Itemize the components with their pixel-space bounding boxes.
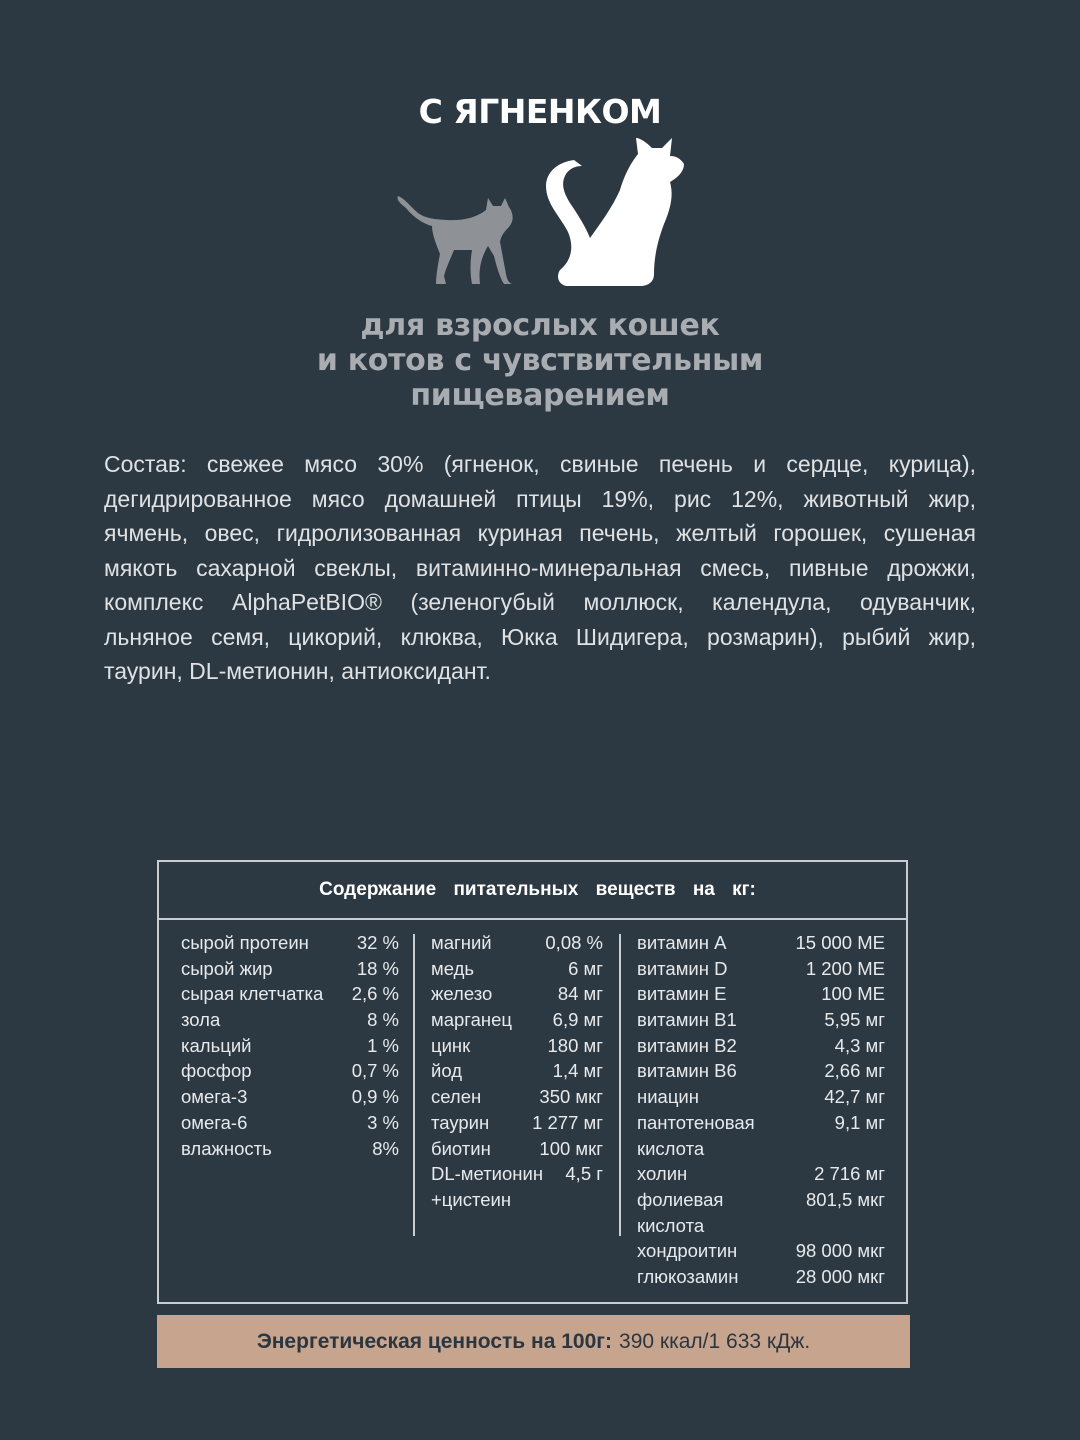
nutrient-name: влажность — [181, 1137, 272, 1159]
nutrient-name: омега-6 — [181, 1111, 248, 1133]
nutrient-name: DL-метионин — [431, 1163, 544, 1185]
nutrient-name: сырой жир — [181, 957, 273, 979]
composition-line: мякоть сахарной свеклы, витаминно-минеральная смесь, пивные дрожжи, — [104, 554, 976, 581]
nutrient-value: 15 000 МЕ — [795, 932, 885, 953]
nutrient-row — [637, 1033, 885, 1059]
nutrient-row — [637, 1007, 885, 1033]
nutrient-value: 8 % — [367, 1009, 399, 1031]
nutrient-value: 801,5 мкг — [806, 1188, 885, 1210]
nutrient-row — [181, 1058, 399, 1084]
nutrient-row — [431, 930, 603, 956]
nutrient-name: таурин — [431, 1111, 490, 1133]
nutrient-value: 18 % — [356, 957, 399, 979]
nutrient-name: +цистеин — [431, 1188, 512, 1210]
column-divider — [413, 934, 415, 1236]
nutrient-row — [637, 1110, 885, 1136]
nutrient-row — [431, 1187, 603, 1213]
product-title: С ЯГНЕНКОМ — [418, 92, 662, 131]
nutrient-value: 350 мкг — [539, 1086, 603, 1108]
nutrient-row — [181, 1084, 399, 1110]
nutrient-value: 32 % — [356, 932, 399, 953]
nutrient-row — [181, 1033, 399, 1059]
nutrient-name: глюкозамин — [637, 1265, 739, 1287]
nutrient-value: 180 мг — [547, 1034, 603, 1056]
nutrient-value: 100 мкг — [539, 1137, 603, 1159]
nutrient-row — [637, 1264, 885, 1290]
nutrient-row — [181, 981, 399, 1007]
nutrient-name: омега-3 — [181, 1086, 248, 1108]
nutrient-name: медь — [431, 957, 475, 979]
nutrient-name: йод — [431, 1060, 463, 1082]
nutrient-row — [181, 1136, 399, 1162]
nutrient-row — [637, 1058, 885, 1084]
nutrient-row — [431, 1161, 603, 1187]
nutrient-row — [431, 1007, 603, 1033]
nutrient-name: витамин E — [637, 983, 727, 1005]
nutrient-name: марганец — [431, 1009, 513, 1031]
nutrient-name: фосфор — [181, 1060, 252, 1082]
nutrients-column-minerals — [431, 930, 603, 1213]
nutrient-row — [637, 930, 885, 956]
nutrient-name: селен — [431, 1086, 482, 1108]
nutrient-name: витамин A — [637, 932, 727, 953]
nutrient-row — [431, 1110, 603, 1136]
nutrient-row — [181, 930, 399, 956]
nutrient-name: хондроитин — [637, 1240, 738, 1262]
subtitle-line: и котов с чувствительным — [316, 343, 764, 378]
nutrient-value: 2,66 мг — [824, 1060, 885, 1082]
nutrient-row — [431, 1033, 603, 1059]
nutrient-name: кальций — [181, 1034, 252, 1056]
nutrient-row — [637, 1213, 885, 1239]
nutrient-value: 1 % — [367, 1034, 399, 1056]
composition-line: таурин, DL-метионин, антиоксидант. — [104, 658, 491, 684]
nutrient-row — [431, 1084, 603, 1110]
nutrient-name: холин — [637, 1163, 688, 1185]
nutrient-value: 0,7 % — [351, 1060, 399, 1082]
composition-line: ячмень, овес, гидролизованная куриная печень, желтый горошек, сушеная — [104, 520, 976, 546]
nutrient-value: 84 мг — [557, 983, 603, 1005]
nutrient-value: 4,3 мг — [834, 1034, 885, 1056]
nutrient-row — [181, 1110, 399, 1136]
nutrients-column-vitamins — [637, 930, 885, 1290]
nutrient-name: витамин D — [637, 957, 728, 979]
nutrient-name: витамин B2 — [637, 1034, 737, 1056]
nutrient-name: железо — [431, 983, 493, 1005]
nutrient-row — [637, 1161, 885, 1187]
nutrient-row — [181, 956, 399, 982]
composition-line: комплекс AlphaPetBIO® (зеленогубый моллюск, календула, одуванчик, — [104, 589, 976, 615]
nutrient-name: кислота — [637, 1137, 705, 1159]
nutrient-value: 4,5 г — [565, 1163, 603, 1185]
nutrient-name: фолиевая — [637, 1188, 724, 1210]
nutrient-value: 28 000 мкг — [795, 1265, 885, 1287]
nutrients-columns — [159, 920, 906, 1304]
nutrient-value: 5,95 мг — [824, 1009, 885, 1031]
nutrients-table — [157, 860, 908, 1304]
composition-line: Состав: свежее мясо 30% (ягненок, свиные печень и сердце, курица), — [104, 451, 976, 477]
nutrient-row — [181, 1007, 399, 1033]
nutrient-value: 98 000 мкг — [795, 1240, 885, 1262]
nutrient-value: 1,4 мг — [552, 1060, 603, 1082]
nutrient-row — [637, 1136, 885, 1162]
nutrient-row — [431, 956, 603, 982]
composition-line: льняное семя, цикорий, клюква, Юкка Шидигера, розмарин), рыбий жир, — [104, 623, 976, 650]
nutrient-value: 9,1 мг — [834, 1111, 885, 1133]
kitten-icon — [398, 196, 513, 284]
nutrient-row — [431, 1136, 603, 1162]
nutrient-value: 8% — [372, 1137, 399, 1159]
nutrient-row — [637, 981, 885, 1007]
energy-value: 390 ккал/1 633 кДж. — [619, 1329, 811, 1353]
column-divider — [619, 934, 621, 1236]
nutrient-name: цинк — [431, 1034, 471, 1056]
nutrient-name: кислота — [637, 1214, 705, 1236]
nutrient-row — [431, 1058, 603, 1084]
nutrient-row — [637, 1238, 885, 1264]
nutrient-name: магний — [431, 932, 492, 953]
nutrient-name: сырой протеин — [181, 932, 309, 953]
nutrient-name: витамин B1 — [637, 1009, 737, 1031]
composition-line: дегидрированное мясо домашней птицы 19%, рис 12%, животный жир, — [104, 485, 976, 512]
nutrient-value: 0,9 % — [351, 1086, 399, 1108]
cats-illustration — [0, 128, 1080, 298]
nutrient-value: 100 МЕ — [821, 983, 885, 1005]
nutrient-name: зола — [181, 1009, 221, 1031]
nutrient-row — [431, 981, 603, 1007]
subtitle-line: для взрослых кошек — [360, 308, 720, 343]
nutrient-name: биотин — [431, 1137, 491, 1159]
subtitle-line: пищеварением — [410, 378, 670, 413]
nutrient-value: 3 % — [367, 1111, 399, 1133]
nutrients-column-basic — [181, 930, 399, 1161]
nutrient-name: пантотеновая — [637, 1111, 755, 1133]
nutrient-value: 42,7 мг — [824, 1086, 885, 1108]
cat-icon — [546, 138, 684, 286]
nutrient-row — [637, 1187, 885, 1213]
nutrient-value: 2,6 % — [351, 983, 399, 1005]
nutrient-name: сырая клетчатка — [181, 983, 324, 1005]
nutrient-row — [637, 956, 885, 982]
nutrient-value: 0,08 % — [545, 932, 603, 953]
energy-value-bar — [157, 1315, 910, 1368]
nutrient-value: 6,9 мг — [552, 1009, 603, 1031]
target-audience — [0, 308, 1080, 413]
nutrient-row — [637, 1084, 885, 1110]
nutrient-value: 1 200 МЕ — [805, 957, 885, 979]
nutrient-name: ниацин — [637, 1086, 699, 1108]
nutrient-value: 6 мг — [568, 957, 603, 979]
nutrient-value: 1 277 мг — [532, 1111, 603, 1133]
nutrient-value: 2 716 мг — [814, 1163, 885, 1185]
nutrients-heading: Содержание питательных веществ на кг: — [159, 862, 906, 920]
composition-text — [104, 447, 976, 689]
nutrient-name: витамин B6 — [637, 1060, 737, 1082]
energy-label: Энергетическая ценность на 100г: — [256, 1329, 613, 1353]
